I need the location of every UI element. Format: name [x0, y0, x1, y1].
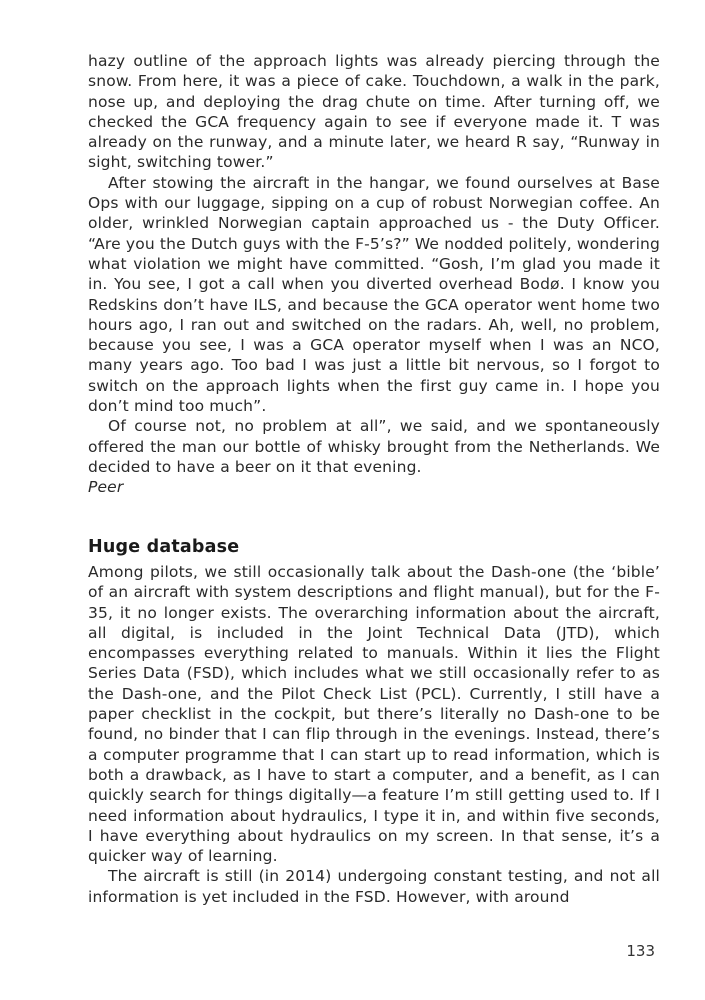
story-text-block — [88, 51, 660, 498]
section-paragraph-1: Among pilots, we still occasionally talk about the Dash-one (the ‘bible’ of an aircraft with system descriptions and flight manual), but for the F-35, it no longer exists. The overarching information about the aircraft, all digital, is included in the Joint Technical Data (JTD), which encompasses everything related to manuals. Within it lies the Flight Series Data (FSD), which includes what we still occasionally refer to as the Dash-one, and the Pilot Check List (PCL). Currently, I still have a paper checklist in the cockpit, but there’s literally no Dash-one to be found, no binder that I can flip through in the evenings. Instead, there’s a computer programme that I can start up to read information, which is both a drawback, as I have to start a computer, and a benefit, as I can quickly search for things digitally—a feature I’m still getting used to. If I need information about hydraulics, I type it in, and within five seconds, I have everything about hydraulics on my screen. In that sense, it’s a quicker way of learning. — [88, 563, 660, 866]
story-paragraph-2: After stowing the aircraft in the hangar, we found ourselves at Base Ops with our luggage, sipping on a cup of robust Norwegian coffee. An older, wrinkled Norwegian captain approached us - the Duty Officer. “Are you the Dutch guys with the F-5’s?” We nodded politely, wondering what violation we might have committed. “Gosh, I’m glad you made it in. You see, I got a call when you diverted overhead Bodø. I know you Redskins don’t have ILS, and because the GCA operator went home two hours ago, I ran out and switched on the radars. Ah, well, no problem, because you see, I was a GCA operator myself when I was an NCO, many years ago. Too bad I was just a little bit nervous, so I forgot to switch on the approach lights when the first guy came in. I hope you don’t mind too much”. — [88, 173, 660, 416]
story-signature: Peer — [88, 478, 124, 497]
story-paragraph-1: hazy outline of the approach lights was already piercing through the snow. From here, it was a piece of cake. Touchdown, a walk in the park, nose up, and deploying the drag chute on time. After turning off, we checked the GCA frequency again to see if everyone made it. T was already on the runway, and a minute later, we heard R say, “Runway in sight, switching tower.” — [88, 52, 660, 172]
section-text-block — [88, 562, 660, 907]
section-paragraph-2: The aircraft is still (in 2014) undergoing constant testing, and not all information is yet included in the FSD. However, with around — [88, 867, 660, 906]
section-heading: Huge database — [88, 537, 240, 557]
story-paragraph-3: Of course not, no problem at all”, we said, and we spontaneously offered the man our bottle of whisky brought from the Netherlands. We decided to have a beer on it that evening. — [88, 417, 660, 476]
page-number: 133 — [626, 942, 655, 960]
